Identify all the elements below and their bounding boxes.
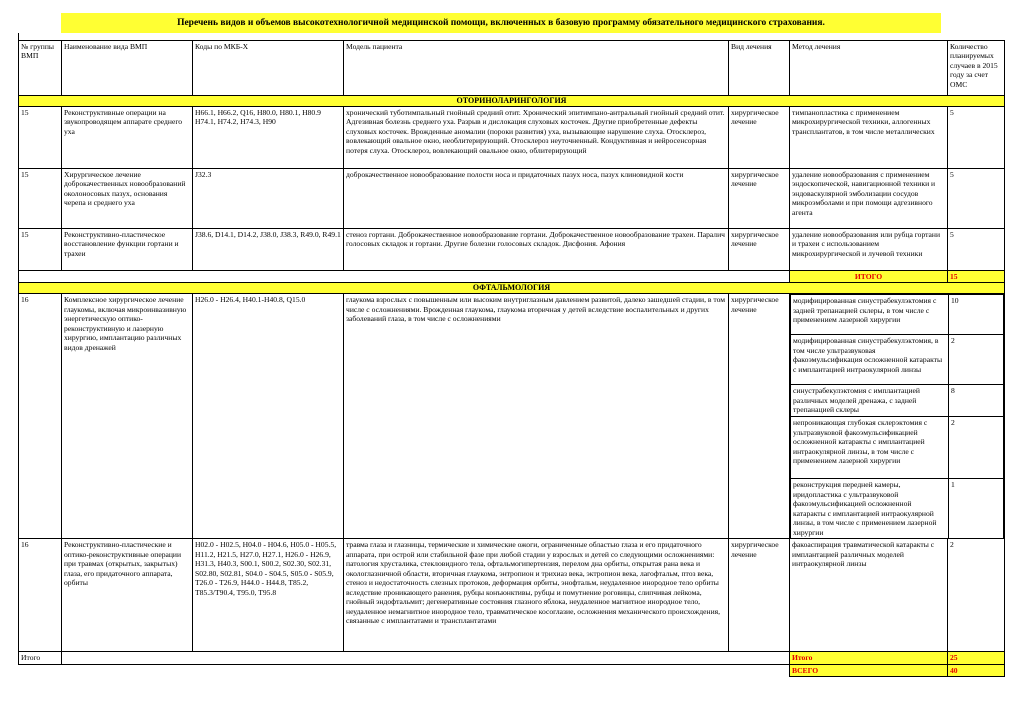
cell-method: синустрабекулэктомия с имплантацией различных моделей дренажа, с задней трепанацией склеры	[791, 385, 949, 417]
cell-codes: J38.6, D14.1, D14.2, J38.0, J38.3, R49.0, R49.1	[193, 229, 344, 271]
cell-qty: 8	[949, 385, 1004, 417]
cell-method: модифицированная синустрабекулэктомия, в том числе ультразвуковая факоэмульсификация осложненной катаракты с имплантацией интраокулярной линзы	[791, 335, 949, 385]
cell-method: модифицированная синустрабекулэктомия с задней трепанацией склеры, в том числе с применением лазерной хирургии	[791, 295, 949, 335]
cell-method: тимпанопластика с применением микрохирургической техники, аллогенных трансплантатов, в том числе металлических	[790, 107, 948, 169]
table-row	[19, 107, 1005, 169]
vmp-table	[18, 40, 1005, 677]
section-row-oph	[19, 283, 1005, 294]
header-codes: Коды по МКБ-X	[193, 41, 344, 96]
ent-total-label: ИТОГО	[790, 271, 948, 283]
cell-codes: H66.1, H66.2, Q16, H80.0, H80.1, H80.9 H74.1, H74.2, H74.3, H90	[193, 107, 344, 169]
methods-subtable	[790, 294, 1004, 538]
header-row	[19, 41, 1005, 96]
table-row	[19, 229, 1005, 271]
oph-total-label: Итого	[790, 652, 948, 664]
header-model: Модель пациента	[344, 41, 729, 96]
method-row	[791, 417, 1004, 479]
cell-model: хронический туботимпальный гнойный средний отит. Хронический эпитимпано-антральный гнойный средний отит. Адгезивная болезнь среднего уха. Разрыв и дислокация слуховых косточек. Другие приобретенные дефекты слуховых косточек. Врожденные аномалии (пороки развития) уха, вызывающие нарушение слуха. Отосклероз, вовлекающий овальное окно, необлитерирующий. Отосклероз неуточненный. Кондуктивная и нейросенсорная потеря слуха. Отосклероз, вовлекающий овальное окно, облитерирующий	[344, 107, 729, 169]
table-row	[19, 539, 1005, 652]
cell-name: Реконструктивно-пластические и оптико-реконструктивные операции при травмах (открытых, закрытых) глаза, его придаточного аппарата, орбиты	[62, 539, 193, 652]
cell-method: удаление новообразования или рубца гортани и трахеи с использованием микрохирургической и лучевой техники	[790, 229, 948, 271]
cell-model: травма глаза и глазницы, термические и химические ожоги, ограниченные областью глаза и его придаточного аппарата, при острой или стабильной фазе при любой стадии у взрослых и детей со следующими осложнениями: патология хрусталика, стекловидного тела, офтальмогипертензия, перелом дна орбиты, открытая рана века и окологлазничной области, вторичная глаукома, энтропион и трихиаз века, эктропион века, лагофтальм, птоз века, стеноз и недостаточность слезных протоков, деформация орбиты, энофтальм, неудаленное инородное тело орбиты вследствие проникающего ранения, рубцы конъюнктивы, рубцы и помутнение роговицы, слипчивая лейкома, гнойный эндофтальмит; дегенеративные состояния глазного яблока, неудаленное магнитное инородное тело, неудаленное немагнитное инородное тело, травматическое косоглазие, осложнения механического происхождения, связанные с имплантатами и трансплантатами	[344, 539, 729, 652]
cell-type: хирургическое лечение	[729, 539, 790, 652]
section-title-oph: ОФТАЛЬМОЛОГИЯ	[19, 283, 1005, 294]
cell-group: 15	[19, 107, 62, 169]
cell-group: 16	[19, 294, 62, 539]
cell-name: Комплексное хирургическое лечение глаукомы, включая микроинвазивную энергетическую оптико-реконструктивную и лазерную хирургию, имплантацию различных видов дренажей	[62, 294, 193, 539]
cell-model: стеноз гортани. Доброкачественное новообразование гортани. Доброкачественное новообразование трахеи. Паралич голосовых складок и гортани. Другие болезни голосовых складок. Дисфония. Афония	[344, 229, 729, 271]
table-row	[19, 294, 1005, 539]
cell-group: 16	[19, 539, 62, 652]
cell-codes: H26.0 - H26.4, H40.1-H40.8, Q15.0	[193, 294, 344, 539]
cell-qty: 5	[948, 229, 1005, 271]
cell-method: удаление новообразования с применением эндоскопической, навигационной техники и эндоваскулярной эмболизации сосудов микроэмболами и при помощи адгезивного агента	[790, 169, 948, 229]
header-qty: Количество планируемых случаев в 2015 году за счет ОМС	[948, 41, 1005, 96]
cell-name: Реконструктивные операции на звукопроводящем аппарате среднего уха	[62, 107, 193, 169]
cell-qty: 5	[948, 107, 1005, 169]
grand-total-label: ВСЕГО	[790, 664, 948, 676]
cell-name: Реконструктивно-пластическое восстановление функции гортани и трахеи	[62, 229, 193, 271]
section-row-ent	[19, 96, 1005, 107]
cell-codes: H02.0 - H02.5, H04.0 - H04.6, H05.0 - H05.5, H11.2, H21.5, H27.0, H27.1, H26.0 - H26.9, H31.3, H40.3, S00.1, S00.2, S02.30, S02.31, S02.80, S02.81, S04.0 - S04.5, S05.0 - S05.9, T26.0 - T26.9, H44.0 - H44.8, T85.2, T85.3/T90.4, T95.0, T95.8	[193, 539, 344, 652]
header-group: № группы ВМП	[19, 41, 62, 96]
page-title: Перечень видов и объемов высокотехнологичной медицинской помощи, включенных в базовую программу обязательного медицинского страхования.	[61, 13, 941, 33]
section-title-ent: ОТОРИНОЛАРИНГОЛОГИЯ	[19, 96, 1005, 107]
header-type: Вид лечения	[729, 41, 790, 96]
cell-qty: 10	[949, 295, 1004, 335]
grand-total-row	[19, 664, 1005, 676]
header-name: Наименование вида ВМП	[62, 41, 193, 96]
oph-total-row	[19, 652, 1005, 664]
cell-type: хирургическое лечение	[729, 294, 790, 539]
cell-model: глаукома взрослых с повышенным или высоким внутриглазным давлением развитой, далеко зашедшей стадии, в том числе с осложнениями. Врожденная глаукома, глаукома вторичная у детей вследствие воспалительных и других заболеваний глаза, в том числе с осложнениями	[344, 294, 729, 539]
cell-qty: 5	[948, 169, 1005, 229]
cell-type: хирургическое лечение	[729, 107, 790, 169]
cell-group: 15	[19, 169, 62, 229]
cell-group: 15	[19, 229, 62, 271]
header-method: Метод лечения	[790, 41, 948, 96]
ent-total-row	[19, 271, 1005, 283]
table-row	[19, 169, 1005, 229]
cell-qty: 2	[949, 335, 1004, 385]
cell-method: факоаспирация травматической катаракты с имплантацией различных моделей интраокулярной линзы	[790, 539, 948, 652]
cell-name: Хирургическое лечение доброкачественных новообразований околоносовых пазух, основания черепа и среднего уха	[62, 169, 193, 229]
methods-cell	[790, 294, 1005, 539]
method-row	[791, 385, 1004, 417]
cell-qty: 1	[949, 479, 1004, 538]
bottom-left-label: Итого	[19, 652, 62, 664]
cell-model: доброкачественное новообразование полости носа и придаточных пазух носа, пазух клиновидной кости	[344, 169, 729, 229]
oph-total-value: 25	[948, 652, 1005, 664]
method-row	[791, 335, 1004, 385]
cell-type: хирургическое лечение	[729, 229, 790, 271]
ent-total-value: 15	[948, 271, 1005, 283]
cell-qty: 2	[948, 539, 1005, 652]
cell-type: хирургическое лечение	[729, 169, 790, 229]
cell-codes: J32.3	[193, 169, 344, 229]
cell-method: реконструкция передней камеры, иридопластика с ультразвуковой факоэмульсификацией осложненной катаракты с имплантацией интраокулярной линзы, в том числе с применением лазерной хирургии	[791, 479, 949, 538]
method-row	[791, 295, 1004, 335]
cell-method: непроникающая глубокая склерэктомия с ультразвуковой факоэмульсификацией осложненной катаракты с имплантацией интраокулярной линзы, в том числе с применением лазерной хирургии	[791, 417, 949, 479]
method-row	[791, 479, 1004, 538]
cell-qty: 2	[949, 417, 1004, 479]
grand-total-value: 40	[948, 664, 1005, 676]
